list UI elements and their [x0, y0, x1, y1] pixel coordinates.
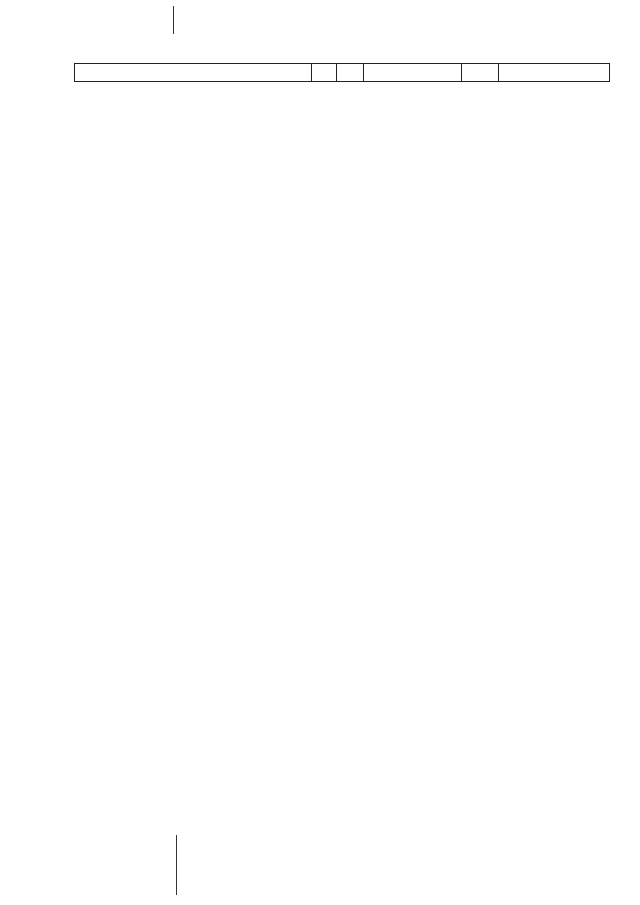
scan-mark-bottom	[176, 835, 177, 895]
header-col-4	[364, 64, 462, 82]
header-col-5	[462, 64, 499, 82]
header-col-1	[75, 64, 312, 82]
header-col-2	[312, 64, 337, 82]
header-col-3	[337, 64, 364, 82]
header-col-6	[499, 64, 610, 82]
table-header	[74, 63, 610, 82]
scan-mark-top	[173, 6, 174, 34]
